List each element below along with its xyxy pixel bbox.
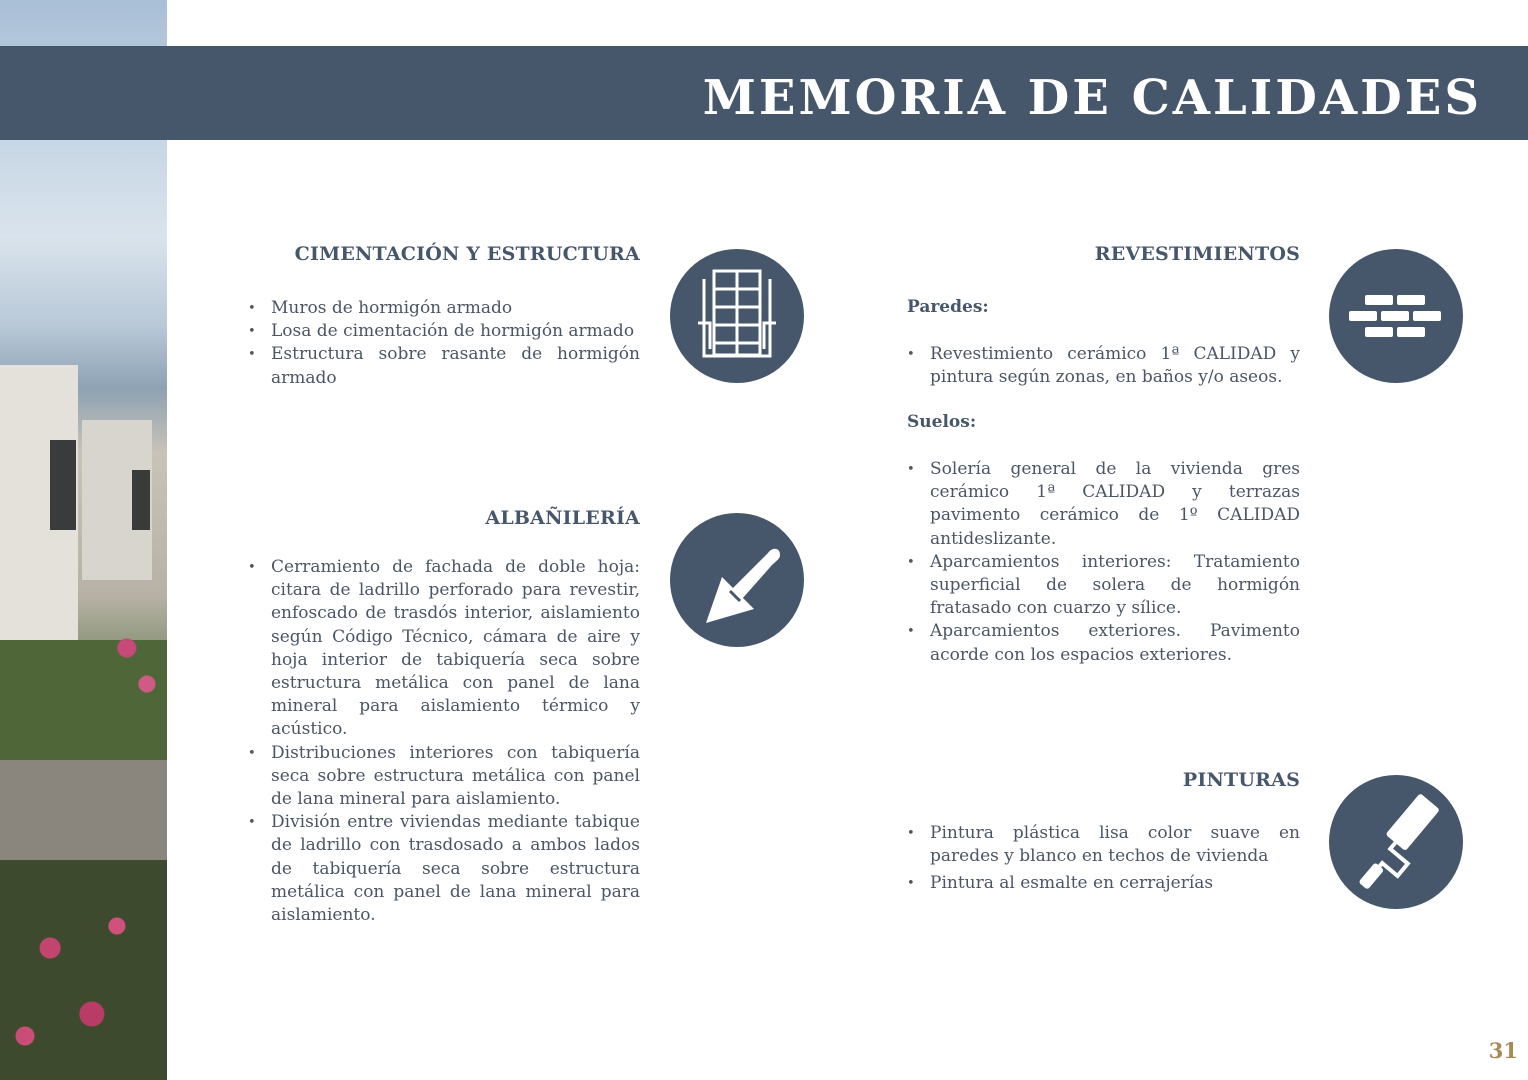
page-number: 31 bbox=[1488, 1038, 1518, 1063]
list-item: • Aparcamientos exteriores. Pavimento acorde con los espacios exteriores. bbox=[907, 620, 1300, 666]
list-item: • Pintura al esmalte en cerrajerías bbox=[907, 872, 1300, 895]
section-title-cimentacion: CIMENTACIÓN Y ESTRUCTURA bbox=[294, 243, 640, 265]
list-item: • Pintura plástica lisa color suave en paredes y blanco en techos de vivienda bbox=[907, 822, 1300, 868]
exterior-photo bbox=[0, 0, 167, 1080]
pinturas-list bbox=[907, 822, 1300, 896]
section-title-albanileria: ALBAÑILERÍA bbox=[485, 507, 640, 529]
list-item: • Cerramiento de fachada de doble hoja: citara de ladrillo perforado para revestir, enfoscado de trasdós interior, aislamiento según Código Técnico, cámara de aire y hoja interior de tabiquería seca sobre estructura metálica con panel de lana mineral para aislamiento térmico y acústico. bbox=[248, 556, 640, 742]
foundation-structure-icon bbox=[670, 249, 804, 383]
page-title: MEMORIA DE CALIDADES bbox=[702, 70, 1482, 126]
paredes-list bbox=[907, 343, 1300, 389]
photo-window bbox=[132, 470, 150, 530]
list-item: • División entre viviendas mediante tabique de ladrillo con trasdosado a ambos lados de tabiquería seca sobre estructura metálica con panel de lana mineral para aislamiento. bbox=[248, 811, 640, 927]
paint-roller-icon bbox=[1329, 775, 1463, 909]
albanileria-list bbox=[248, 556, 640, 927]
photo-flowers bbox=[100, 600, 167, 720]
photo-window bbox=[50, 440, 76, 530]
suelos-label: Suelos: bbox=[907, 412, 977, 432]
paredes-label: Paredes: bbox=[907, 297, 989, 317]
cimentacion-list bbox=[248, 297, 640, 390]
section-title-revestimientos: REVESTIMIENTOS bbox=[1094, 243, 1300, 265]
list-item: • Solería general de la vivienda gres cerámico 1ª CALIDAD y terrazas pavimento cerámico de 1º CALIDAD antideslizante. bbox=[907, 458, 1300, 551]
bricks-icon bbox=[1329, 249, 1463, 383]
list-item: • Estructura sobre rasante de hormigón armado bbox=[248, 343, 640, 389]
trowel-icon bbox=[670, 513, 804, 647]
list-item: • Revestimiento cerámico 1ª CALIDAD y pintura según zonas, en baños y/o aseos. bbox=[907, 343, 1300, 389]
list-item: • Distribuciones interiores con tabiquería seca sobre estructura metálica con panel de lana mineral para aislamiento. bbox=[248, 742, 640, 812]
list-item: • Losa de cimentación de hormigón armado bbox=[248, 320, 640, 343]
suelos-list bbox=[907, 458, 1300, 667]
list-item: • Aparcamientos interiores: Tratamiento superficial de solera de hormigón fratasado con cuarzo y sílice. bbox=[907, 551, 1300, 621]
list-item: • Muros de hormigón armado bbox=[248, 297, 640, 320]
section-title-pinturas: PINTURAS bbox=[1182, 769, 1300, 791]
photo-flowers bbox=[0, 860, 167, 1080]
